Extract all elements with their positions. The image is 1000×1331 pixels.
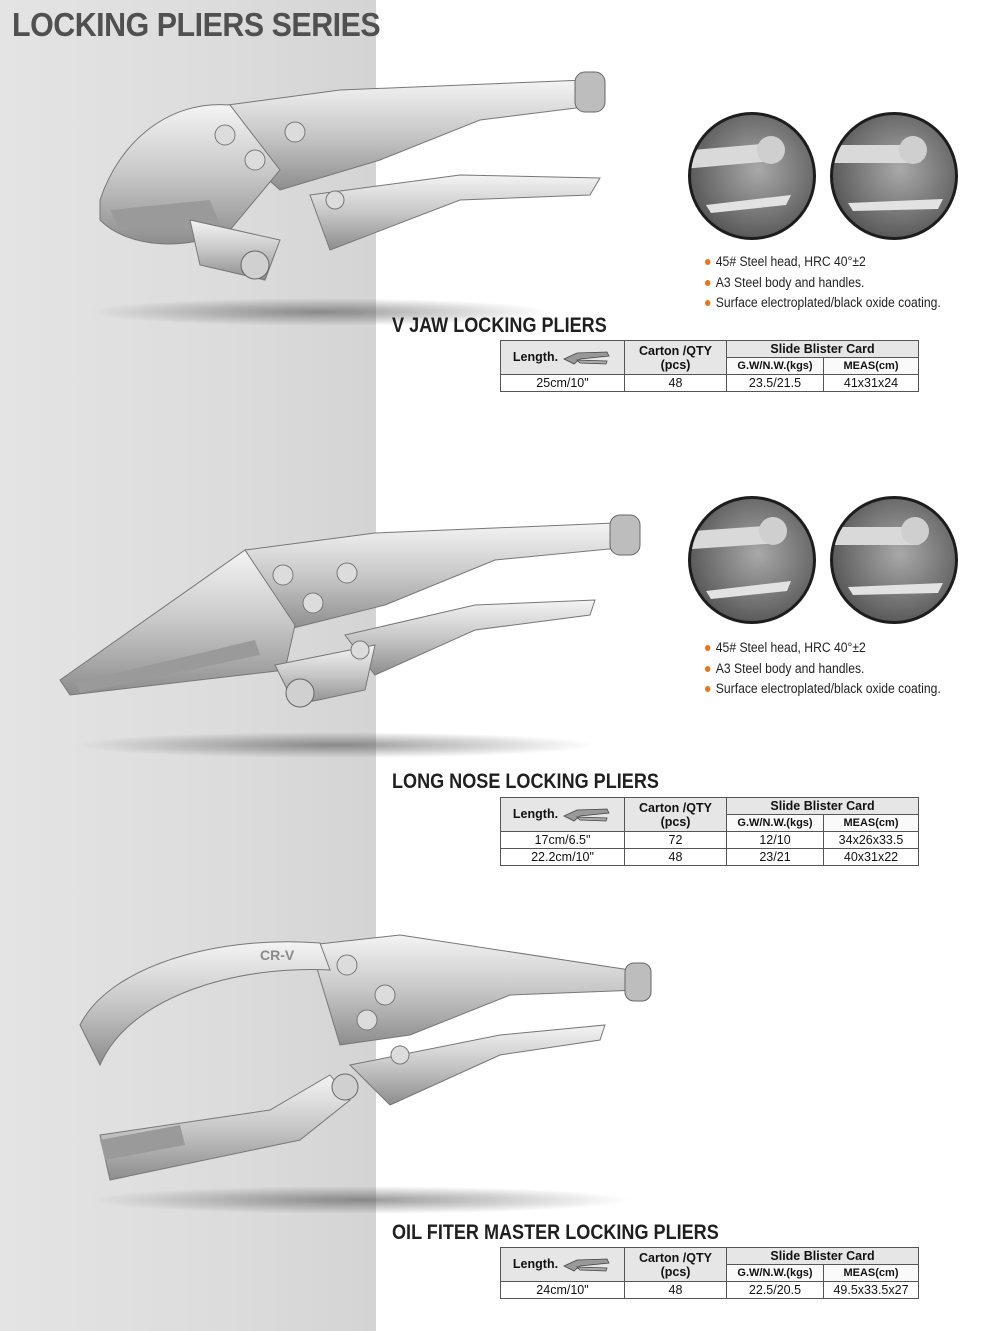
- page-title: LOCKING PLIERS SERIES: [12, 6, 381, 43]
- table-row: [501, 1282, 919, 1299]
- feature-item: 45# Steel head, HRC 40°±2: [705, 252, 941, 273]
- length-cell: 24cm/10": [501, 1282, 625, 1299]
- feature-item: 45# Steel head, HRC 40°±2: [705, 638, 941, 659]
- v-jaw-pliers-image: [80, 50, 640, 340]
- blister-header: Slide Blister Card: [727, 798, 919, 815]
- crv-mark: CR-V: [260, 947, 295, 963]
- feature-item: Surface electroplated/black oxide coating.: [705, 293, 941, 314]
- length-header: Length.: [501, 341, 625, 375]
- oil-filter-product-name: OIL FITER MASTER LOCKING PLIERS: [392, 1221, 719, 1244]
- gw-cell: 23.5/21.5: [727, 375, 824, 392]
- v-jaw-detail-photo-1: [688, 112, 816, 240]
- long-nose-spec-table: [500, 797, 919, 866]
- gw-nw-header: G.W/N.W.(kgs): [727, 358, 824, 375]
- oil-filter-pliers-image: [70, 925, 670, 1225]
- meas-header: MEAS(cm): [824, 1265, 919, 1282]
- v-jaw-product-name: V JAW LOCKING PLIERS: [392, 314, 607, 337]
- meas-header: MEAS(cm): [824, 815, 919, 832]
- pliers-icon: [562, 1256, 612, 1274]
- feature-item: Surface electroplated/black oxide coating.: [705, 679, 941, 700]
- table-row: [501, 849, 919, 866]
- v-jaw-detail-photo-2: [830, 112, 958, 240]
- long-nose-feature-list: [705, 638, 941, 700]
- pliers-icon: [562, 349, 612, 367]
- long-nose-detail-photo-2: [830, 496, 958, 624]
- length-header: Length.: [501, 798, 625, 832]
- blister-header: Slide Blister Card: [727, 341, 919, 358]
- long-nose-pliers-image: [55, 505, 655, 775]
- table-row: [501, 375, 919, 392]
- qty-cell: 48: [625, 849, 727, 866]
- length-cell: 17cm/6.5": [501, 832, 625, 849]
- v-jaw-spec-table: [500, 340, 919, 392]
- meas-cell: 41x31x24: [824, 375, 919, 392]
- gw-cell: 22.5/20.5: [727, 1282, 824, 1299]
- qty-cell: 48: [625, 1282, 727, 1299]
- carton-qty-header: Carton /QTY (pcs): [625, 1248, 727, 1282]
- gw-nw-header: G.W/N.W.(kgs): [727, 1265, 824, 1282]
- pliers-icon: [562, 806, 612, 824]
- carton-qty-header: Carton /QTY (pcs): [625, 798, 727, 832]
- length-header: Length.: [501, 1248, 625, 1282]
- blister-header: Slide Blister Card: [727, 1248, 919, 1265]
- long-nose-product-name: LONG NOSE LOCKING PLIERS: [392, 770, 659, 793]
- gw-cell: 23/21: [727, 849, 824, 866]
- qty-cell: 48: [625, 375, 727, 392]
- meas-cell: 34x26x33.5: [824, 832, 919, 849]
- meas-cell: 40x31x22: [824, 849, 919, 866]
- feature-item: A3 Steel body and handles.: [705, 273, 941, 294]
- meas-cell: 49.5x33.5x27: [824, 1282, 919, 1299]
- feature-item: A3 Steel body and handles.: [705, 659, 941, 680]
- gw-cell: 12/10: [727, 832, 824, 849]
- table-row: [501, 832, 919, 849]
- qty-cell: 72: [625, 832, 727, 849]
- v-jaw-feature-list: [705, 252, 941, 314]
- long-nose-detail-photo-1: [688, 496, 816, 624]
- gw-nw-header: G.W/N.W.(kgs): [727, 815, 824, 832]
- length-cell: 22.2cm/10": [501, 849, 625, 866]
- oil-filter-spec-table: [500, 1247, 919, 1299]
- meas-header: MEAS(cm): [824, 358, 919, 375]
- carton-qty-header: Carton /QTY (pcs): [625, 341, 727, 375]
- length-cell: 25cm/10": [501, 375, 625, 392]
